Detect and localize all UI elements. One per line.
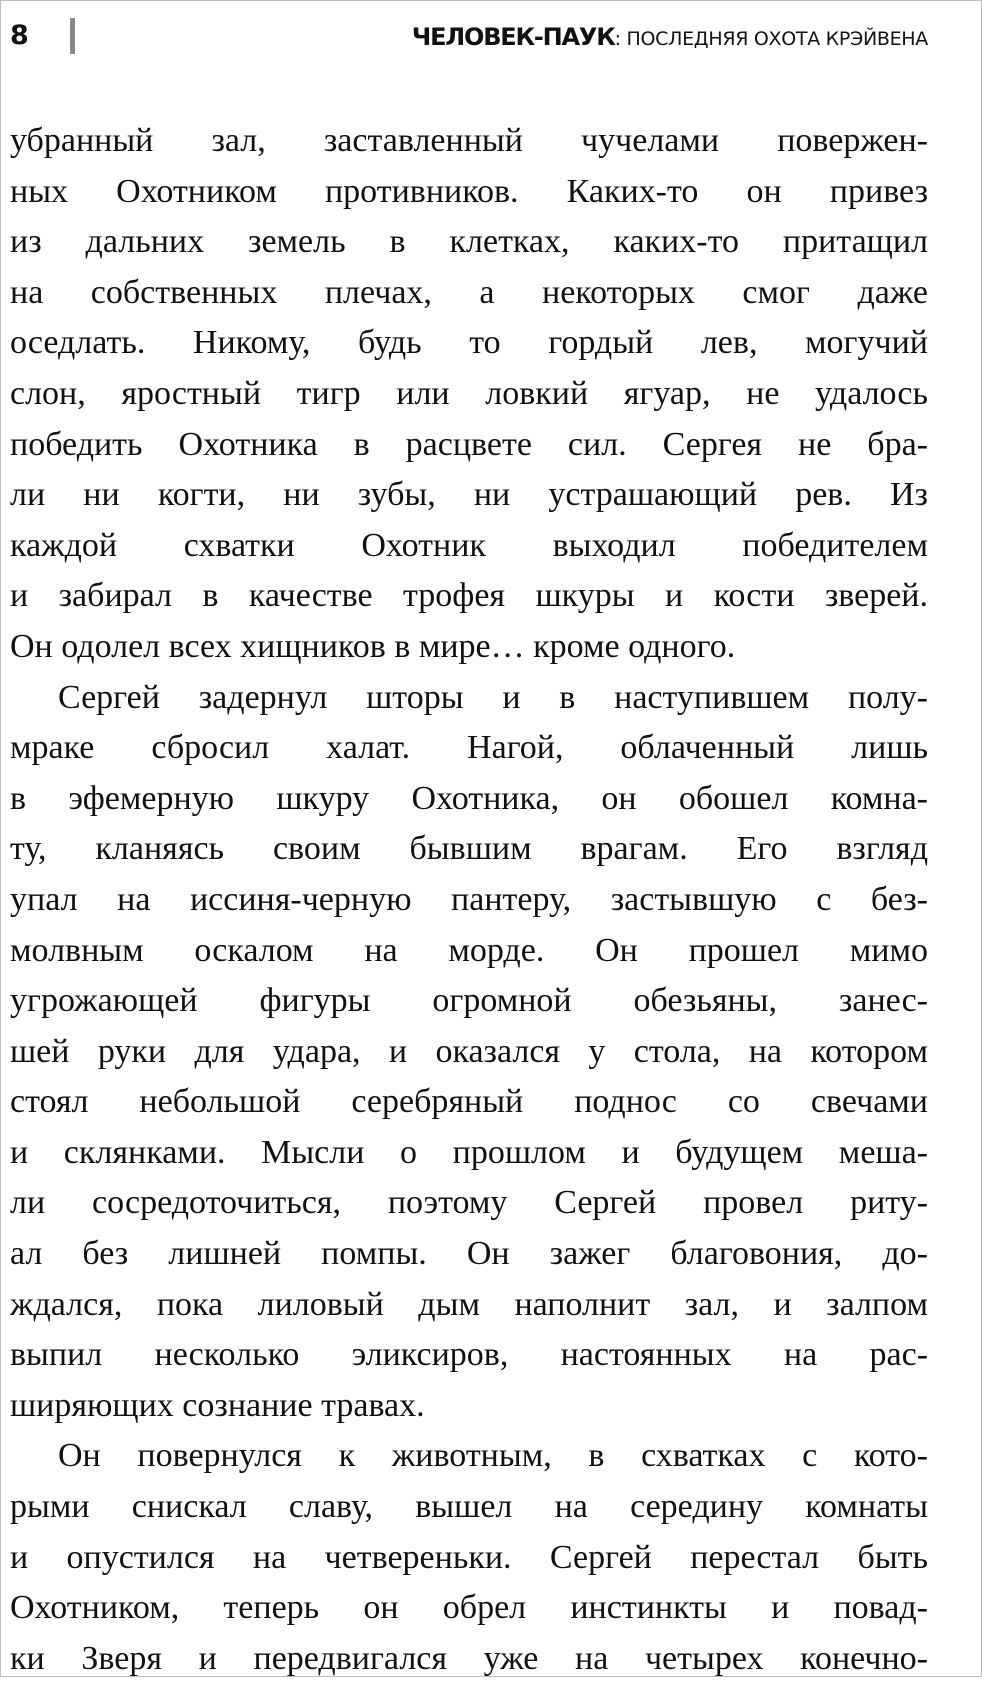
text-line: в эфемерную шкуру Охотника, он обошел комна- [10,779,928,817]
text-line: оседлать. Никому, будь то гордый лев, могучий [10,324,928,362]
text-line: стоял небольшой серебряный поднос со свечами [10,1083,928,1121]
text-line: слон, яростный тигр или ловкий ягуар, не удалось [10,374,928,412]
text-line: на собственных плечах, а некоторых смог даже [10,273,928,311]
book-subtitle: : ПОСЛЕДНЯЯ ОХОТА КРЭЙВЕНА [614,28,928,50]
body-text [10,116,928,1684]
text-line: и забирал в качестве трофея шкуры и кости зверей. [10,577,928,615]
text-line: из дальних земель в клетках, каких-то притащил [10,223,928,261]
text-line: мраке сбросил халат. Нагой, облаченный лишь [10,729,928,767]
text-line: ту, кланяясь своим бывшим врагам. Его взгляд [10,830,928,868]
text-line: ных Охотником противников. Каких-то он привез [10,172,928,210]
text-line: шей руки для удара, и оказался у стола, на котором [10,1032,928,1070]
text-line: ки Зверя и передвигался уже на четырех конечно- [10,1639,928,1677]
text-line: Сергей задернул шторы и в наступившем полу- [58,678,928,716]
text-line: ли сосредоточиться, поэтому Сергей провел риту- [10,1184,928,1222]
paragraph [10,1431,928,1684]
text-line: выпил несколько эликсиров, настоянных на рас- [10,1336,928,1374]
text-line: ли ни когти, ни зубы, ни устрашающий рев. Из [10,476,928,514]
text-line: и опустился на четвереньки. Сергей перестал быть [10,1538,928,1576]
text-line: молвным оскалом на морде. Он прошел мимо [10,931,928,969]
text-line: ал без лишней помпы. Он зажег благовония, до- [10,1235,928,1273]
text-line: упал на иссиня-черную пантеру, застывшую с без- [10,880,928,918]
header-divider [70,18,75,54]
text-line: ширяющих сознание травах. [10,1386,425,1424]
text-line: убранный зал, заставленный чучелами повержен- [10,122,928,159]
paragraph [10,673,928,1432]
text-line: Он повернулся к животным, в схватках с кото- [58,1437,928,1475]
running-head [412,20,928,58]
text-line: Он одолел всех хищников в мире… кроме одного. [10,627,736,665]
text-line: и склянками. Мысли о прошлом и будущем меша- [10,1133,928,1171]
text-line: угрожающей фигуры огромной обезьяны, занес- [10,982,928,1020]
page-number: 8 [10,20,29,51]
book-title: ЧЕЛОВЕК-ПАУК [411,23,615,51]
text-line: победить Охотника в расцвете сил. Сергея не бра- [10,425,928,463]
paragraph [10,116,928,673]
text-line: рыми снискал славу, вышел на середину комнаты [10,1488,928,1526]
running-header [0,18,982,60]
text-line: каждой схватки Охотник выходил победителем [10,526,928,564]
text-line: ждался, пока лиловый дым наполнит зал, и залпом [10,1285,928,1323]
text-line: Охотником, теперь он обрел инстинкты и повад- [10,1589,928,1627]
